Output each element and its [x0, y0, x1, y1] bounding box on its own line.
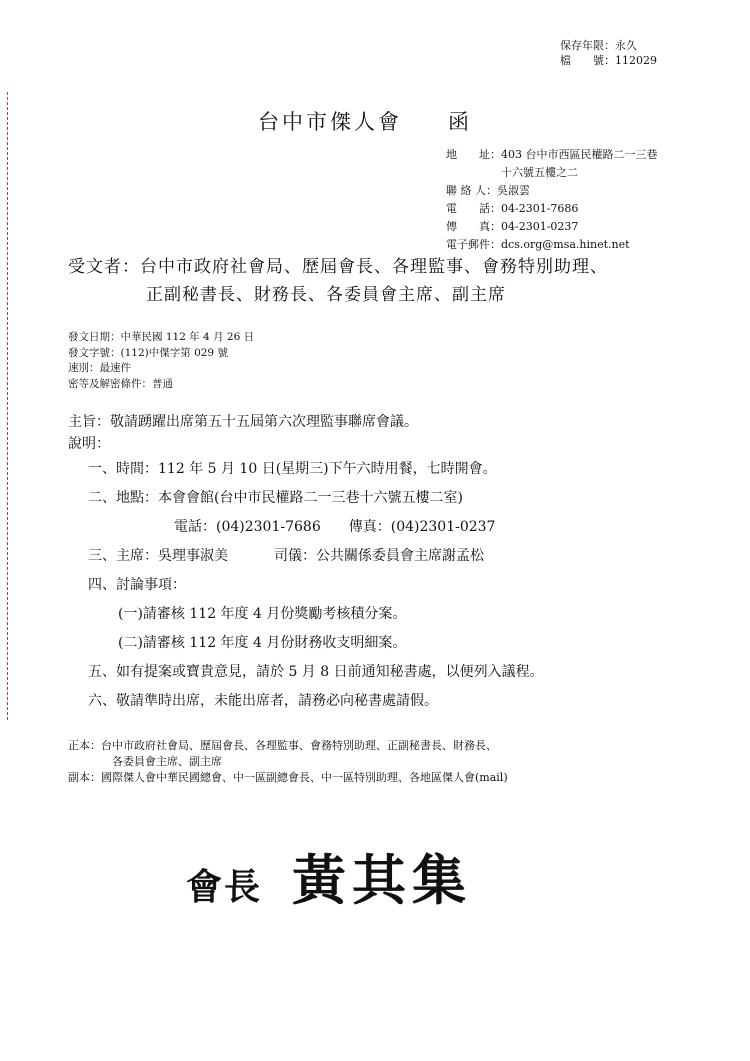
recipients-line-2: 正副秘書長、財務長、各委員會主席、副主席 — [146, 285, 506, 305]
chair: 三、主席：吳理事淑美 — [88, 548, 228, 564]
retention-period-value: 永久 — [615, 39, 637, 52]
document-type: 函 — [448, 110, 472, 134]
contact-person-label: 聯 絡 人： — [446, 184, 497, 197]
email-label: 電子郵件： — [446, 238, 501, 251]
letter-body — [68, 411, 544, 716]
item-time: 一、時間：112 年 5 月 10 日(星期三)下午六時用餐，七時開會。 — [88, 461, 497, 477]
dispatch-meta — [68, 330, 254, 392]
signer-title: 會長 — [186, 866, 263, 908]
item-proposals: 五、如有提案或寶貴意見，請於 5 月 8 日前通知秘書處，以便列入議程。 — [88, 664, 544, 680]
item-chair — [68, 542, 544, 571]
item-location-contact — [68, 513, 544, 542]
original-to-line-1: 正本：台中市政府社會局、歷屆會長、各理監事、會務特別助理、正副秘書長、財務長、 — [68, 739, 497, 752]
contact-block — [446, 146, 658, 254]
recipients — [68, 253, 608, 309]
recipients-line-1: 受文者：台中市政府社會局、歷屆會長、各理監事、會務特別助理、 — [68, 257, 608, 277]
original-to-line-2: 各委員會主席、副主席 — [112, 755, 222, 768]
phone-value: 04-2301-7686 — [501, 202, 579, 215]
venue-phone: 電話：(04)2301-7686 — [174, 519, 321, 535]
speed-class: 速別：最速件 — [68, 362, 131, 374]
file-number-label: 檔 號： — [560, 54, 615, 67]
dispatch-number: 發文字號：(112)中傑字第 029 號 — [68, 346, 228, 359]
explanation-heading: 說明： — [68, 436, 110, 452]
signer-name: 黃其集 — [292, 848, 473, 912]
item-attendance: 六、敬請準時出席，未能出席者，請務必向秘書處請假。 — [88, 693, 438, 709]
org-name: 台中市傑人會 — [258, 110, 402, 134]
agenda-item-2: (二)請審核 112 年度 4 月份財務收支明細案。 — [118, 635, 407, 651]
secrecy-class: 密等及解密條件：普通 — [68, 377, 173, 390]
file-number-value: 112029 — [615, 54, 657, 67]
master-of-ceremonies: 司儀：公共關係委員會主席謝孟松 — [274, 548, 484, 564]
address-label: 地 址： — [446, 148, 501, 161]
fax-value: 04-2301-0237 — [501, 220, 579, 233]
retention-block — [560, 38, 657, 68]
dispatch-date: 發文日期：中華民國 112 年 4 月 26 日 — [68, 331, 255, 343]
copy-to: 副本：國際傑人會中華民國總會、中一區副總會長、中一區特別助理、各地區傑人會(mail) — [68, 771, 508, 784]
margin-mark — [7, 92, 8, 720]
venue-fax: 傳真：(04)2301-0237 — [348, 519, 496, 535]
distribution — [68, 738, 508, 786]
phone-label: 電 話： — [446, 202, 501, 215]
address-value: 403 台中市西區民權路二一三巷 十六號五樓之二 — [501, 148, 658, 179]
item-agenda: 四、討論事項： — [88, 577, 186, 593]
signature — [186, 838, 472, 915]
contact-person-value: 吳淑雲 — [497, 184, 530, 197]
retention-period-label: 保存年限： — [560, 39, 615, 52]
email-value: dcs.org@msa.hinet.net — [501, 238, 630, 251]
subject: 主旨：敬請踴躍出席第五十五屆第六次理監事聯席會議。 — [68, 414, 418, 430]
fax-label: 傳 真： — [446, 220, 501, 233]
agenda-item-1: (一)請審核 112 年度 4 月份獎勵考核積分案。 — [118, 606, 407, 622]
document-title — [258, 106, 472, 136]
item-location: 二、地點：本會會館(台中市民權路二一三巷十六號五樓二室) — [88, 490, 463, 506]
